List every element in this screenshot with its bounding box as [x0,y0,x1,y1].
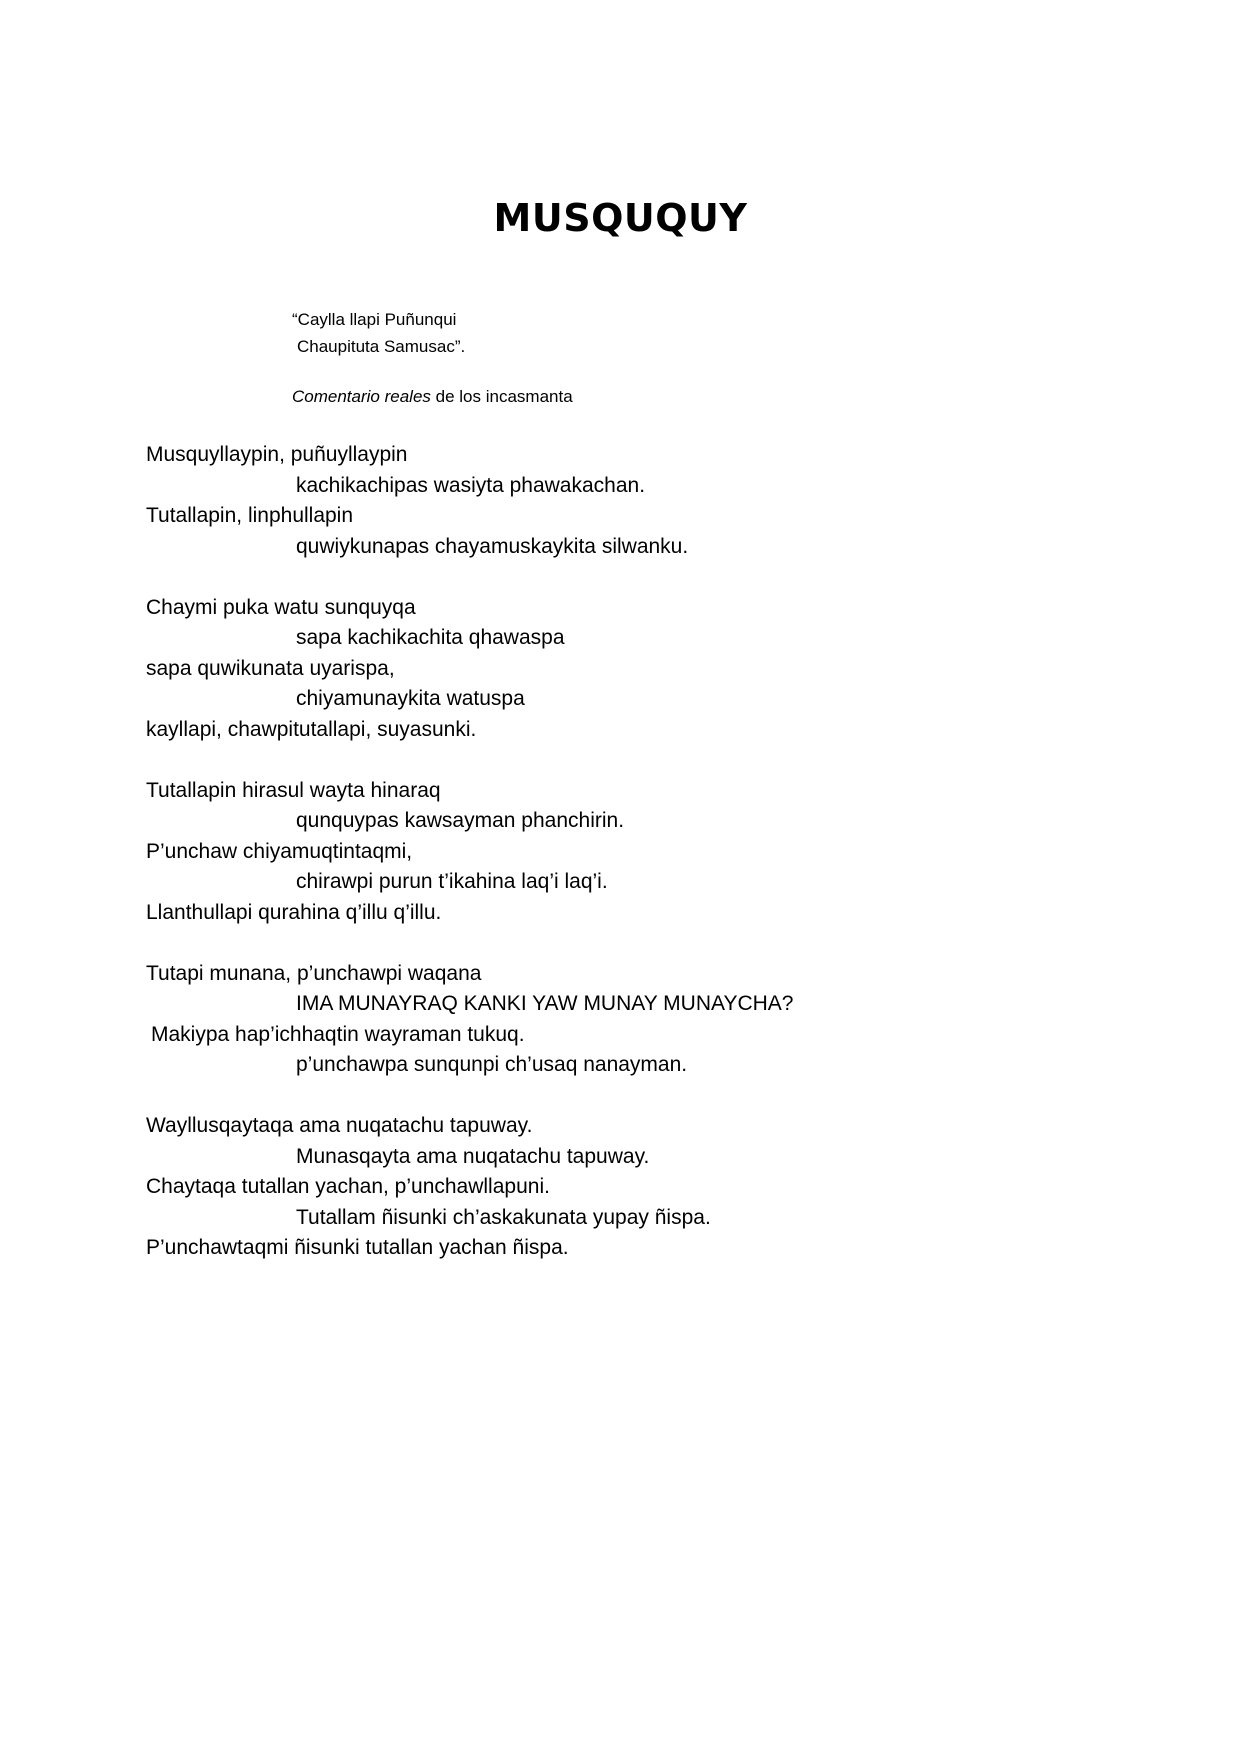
epigraph [292,306,465,360]
poem-line: chiyamunaykita watuspa [296,687,525,710]
poem-line: Tutapi munana, p’unchawpi waqana [146,961,482,985]
poem-line: kayllapi, chawpitutallapi, suyasunki. [146,717,477,741]
poem-line: kachikachipas wasiyta phawakachan. [296,473,646,497]
poem-line: chirawpi purun t’ikahina laq’i laq’i. [296,870,608,893]
poem-line: Tutallam ñisunki ch’askakunata yupay ñispa. [296,1205,711,1229]
poem-line: Musquyllaypin, puñuyllaypin [146,443,408,466]
poem-line: IMA MUNAYRAQ KANKI YAW MUNAY MUNAYCHA? [296,992,794,1015]
stanza [146,1111,793,1264]
source-italic: Comentario reales [292,387,431,406]
stanza [146,593,793,746]
epigraph-source [292,383,573,410]
poem-line: sapa quwikunata uyarispa, [146,656,395,680]
poem-line: Munasqayta ama nuqatachu tapuway. [296,1144,650,1168]
poem-title [0,196,1241,240]
poem-body [146,440,793,1294]
poem-line: p’unchawpa sunqunpi ch’usaq nanayman. [296,1053,688,1076]
poem-line: qunquypas kawsayman phanchirin. [296,809,625,832]
poem-line: Tutallapin, linphullapin [146,504,354,527]
poem-line: Makiypa hap’ichhaqtin wayraman tukuq. [151,1022,525,1046]
poem-line: sapa kachikachita qhawaspa [296,626,565,649]
poem-line: quwiykunapas chayamuskaykita silwanku. [296,534,689,558]
poem-title-text: MUSQUQUY [493,196,748,240]
poem-line: P’unchaw chiyamuqtintaqmi, [146,839,413,863]
poem-line: Chaytaqa tutallan yachan, p’unchawllapuni. [146,1175,550,1198]
poem-line: Tutallapin hirasul wayta hinaraq [146,778,441,802]
stanza [146,959,793,1081]
epigraph-line: “Caylla llapi Puñunqui [292,310,457,329]
epigraph-line: Chaupituta Samusac”. [297,337,466,356]
poem-line: Chaymi puka watu sunquyqa [146,595,416,619]
stanza [146,440,793,562]
poem-line: Wayllusqaytaqa ama nuqatachu tapuway. [146,1114,533,1137]
source-rest: de los incasmanta [430,387,573,406]
poem-line: P’unchawtaqmi ñisunki tutallan yachan ñispa. [146,1236,569,1259]
stanza [146,776,793,929]
poem-line: Llanthullapi qurahina q’illu q’illu. [146,900,442,924]
